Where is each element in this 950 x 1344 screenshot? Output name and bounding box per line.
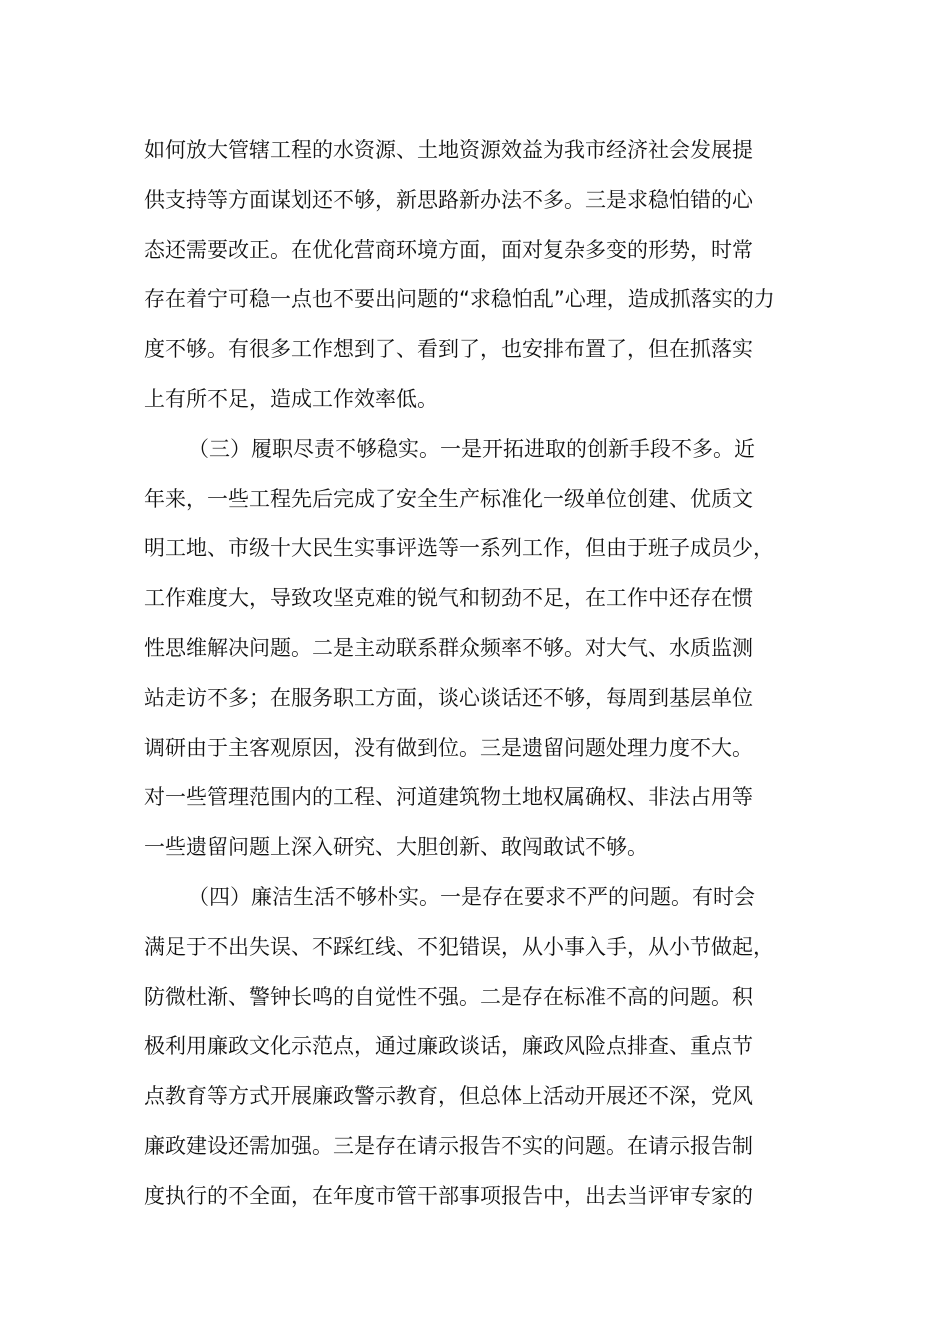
text-line: 度执行的不全面，在年度市管干部事项报告中，出去当评审专家的 <box>144 1183 753 1208</box>
section-heading-line: （四）廉洁生活不够朴实。一是存在要求不严的问题。有时会 <box>188 884 755 909</box>
text-line: 一些遗留问题上深入研究、大胆创新、敢闯敢试不够。 <box>144 835 648 860</box>
text-line: 极利用廉政文化示范点，通过廉政谈话，廉政风险点排查、重点节 <box>144 1034 753 1059</box>
text-line: 性思维解决问题。二是主动联系群众频率不够。对大气、水质监测 <box>144 635 753 660</box>
section-heading-line: （三）履职尽责不够稳实。一是开拓进取的创新手段不多。近 <box>188 436 755 461</box>
text-line: 度不够。有很多工作想到了、看到了，也安排布置了，但在抓落实 <box>144 337 753 362</box>
text-line: 如何放大管辖工程的水资源、土地资源效益为我市经济社会发展提 <box>144 138 753 162</box>
text-line: 态还需要改正。在优化营商环境方面，面对复杂多变的形势，时常 <box>144 237 753 262</box>
text-line: 调研由于主客观原因，没有做到位。三是遗留问题处理力度不大。 <box>144 735 753 760</box>
text-line: 站走访不多；在服务职工方面，谈心谈话还不够，每周到基层单位 <box>144 685 753 710</box>
text-line: 存在着宁可稳一点也不要出问题的“求稳怕乱”心理，造成抓落实的力 <box>144 287 775 312</box>
text-line: 上有所不足，造成工作效率低。 <box>144 386 438 411</box>
text-line: 点教育等方式开展廉政警示教育，但总体上活动开展还不深，党风 <box>144 1084 753 1109</box>
text-line: 防微杜渐、警钟长鸣的自觉性不强。二是存在标准不高的问题。积 <box>144 984 753 1009</box>
text-line: 供支持等方面谋划还不够，新思路新办法不多。三是求稳怕错的心 <box>144 187 753 212</box>
text-line: 廉政建设还需加强。三是存在请示报告不实的问题。在请示报告制 <box>144 1133 753 1158</box>
text-line: 工作难度大，导致攻坚克难的锐气和韧劲不足，在工作中还存在惯 <box>144 586 753 611</box>
text-line: 对一些管理范围内的工程、河道建筑物土地权属确权、非法占用等 <box>144 785 753 810</box>
body-text <box>144 126 810 1222</box>
text-line: 满足于不出失误、不踩红线、不犯错误，从小事入手，从小节做起， <box>144 934 774 959</box>
text-line: 明工地、市级十大民生实事评选等一系列工作，但由于班子成员少， <box>144 536 774 561</box>
text-line: 年来，一些工程先后完成了安全生产标准化一级单位创建、优质文 <box>144 486 753 511</box>
